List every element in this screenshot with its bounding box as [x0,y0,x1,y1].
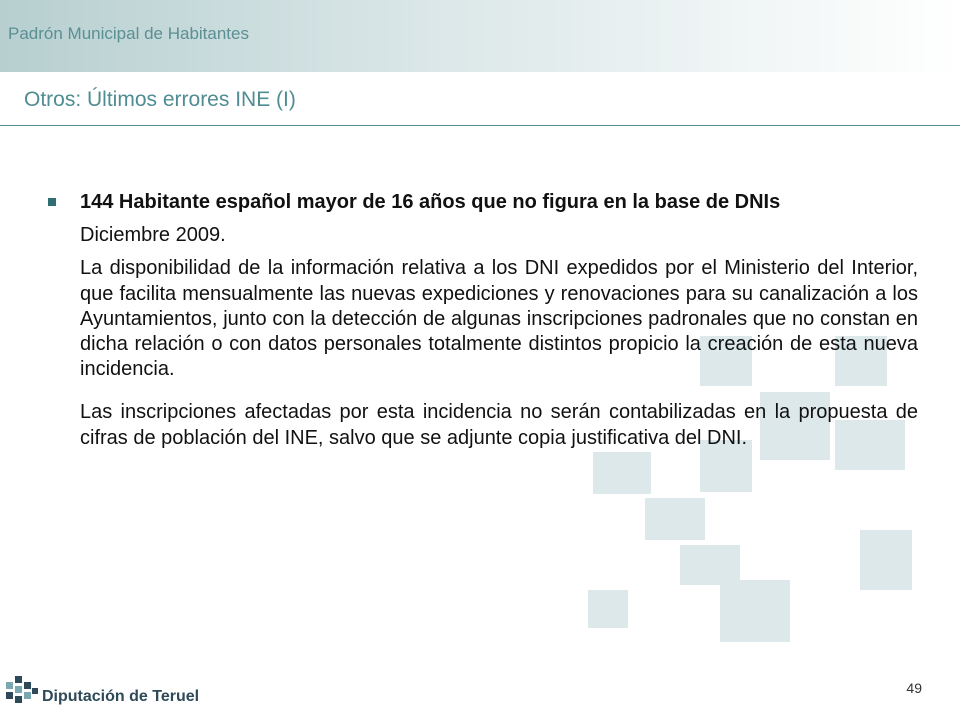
paragraph-2: Las inscripciones afectadas por esta incidencia no serán contabilizadas en la propuesta de cifras de población del INE, salvo que se adjunte copia justificativa del DNI. [80,401,918,449]
logo-text: Diputación de Teruel [42,688,200,705]
app-title: Padrón Municipal de Habitantes [8,24,249,43]
diputacion-logo [4,668,244,718]
title-divider [0,125,960,126]
paragraph-1: La disponibilidad de la información relativa a los DNI expedidos por el Ministerio del Interior, que facilita mensualmente las nuevas expediciones y renovaciones para su canalización a los Ayuntamientos, junto con la detección de algunas inscripciones padronales que no constan en dicha relación o con datos personales totalmente distintos propicio la creación de esta nueva incidencia. [80,257,918,381]
slide-title: Otros: Últimos errores INE (I) [24,88,296,111]
square-bullet-icon [48,198,56,206]
bullet-item [48,190,918,215]
logo-mark-icon [4,668,40,718]
page-number: 49 [906,680,922,696]
date-text: Diciembre 2009. [80,224,226,247]
slide-content [48,190,918,451]
bullet-heading: 144 Habitante español mayor de 16 años que no figura en la base de DNIs [80,191,781,213]
